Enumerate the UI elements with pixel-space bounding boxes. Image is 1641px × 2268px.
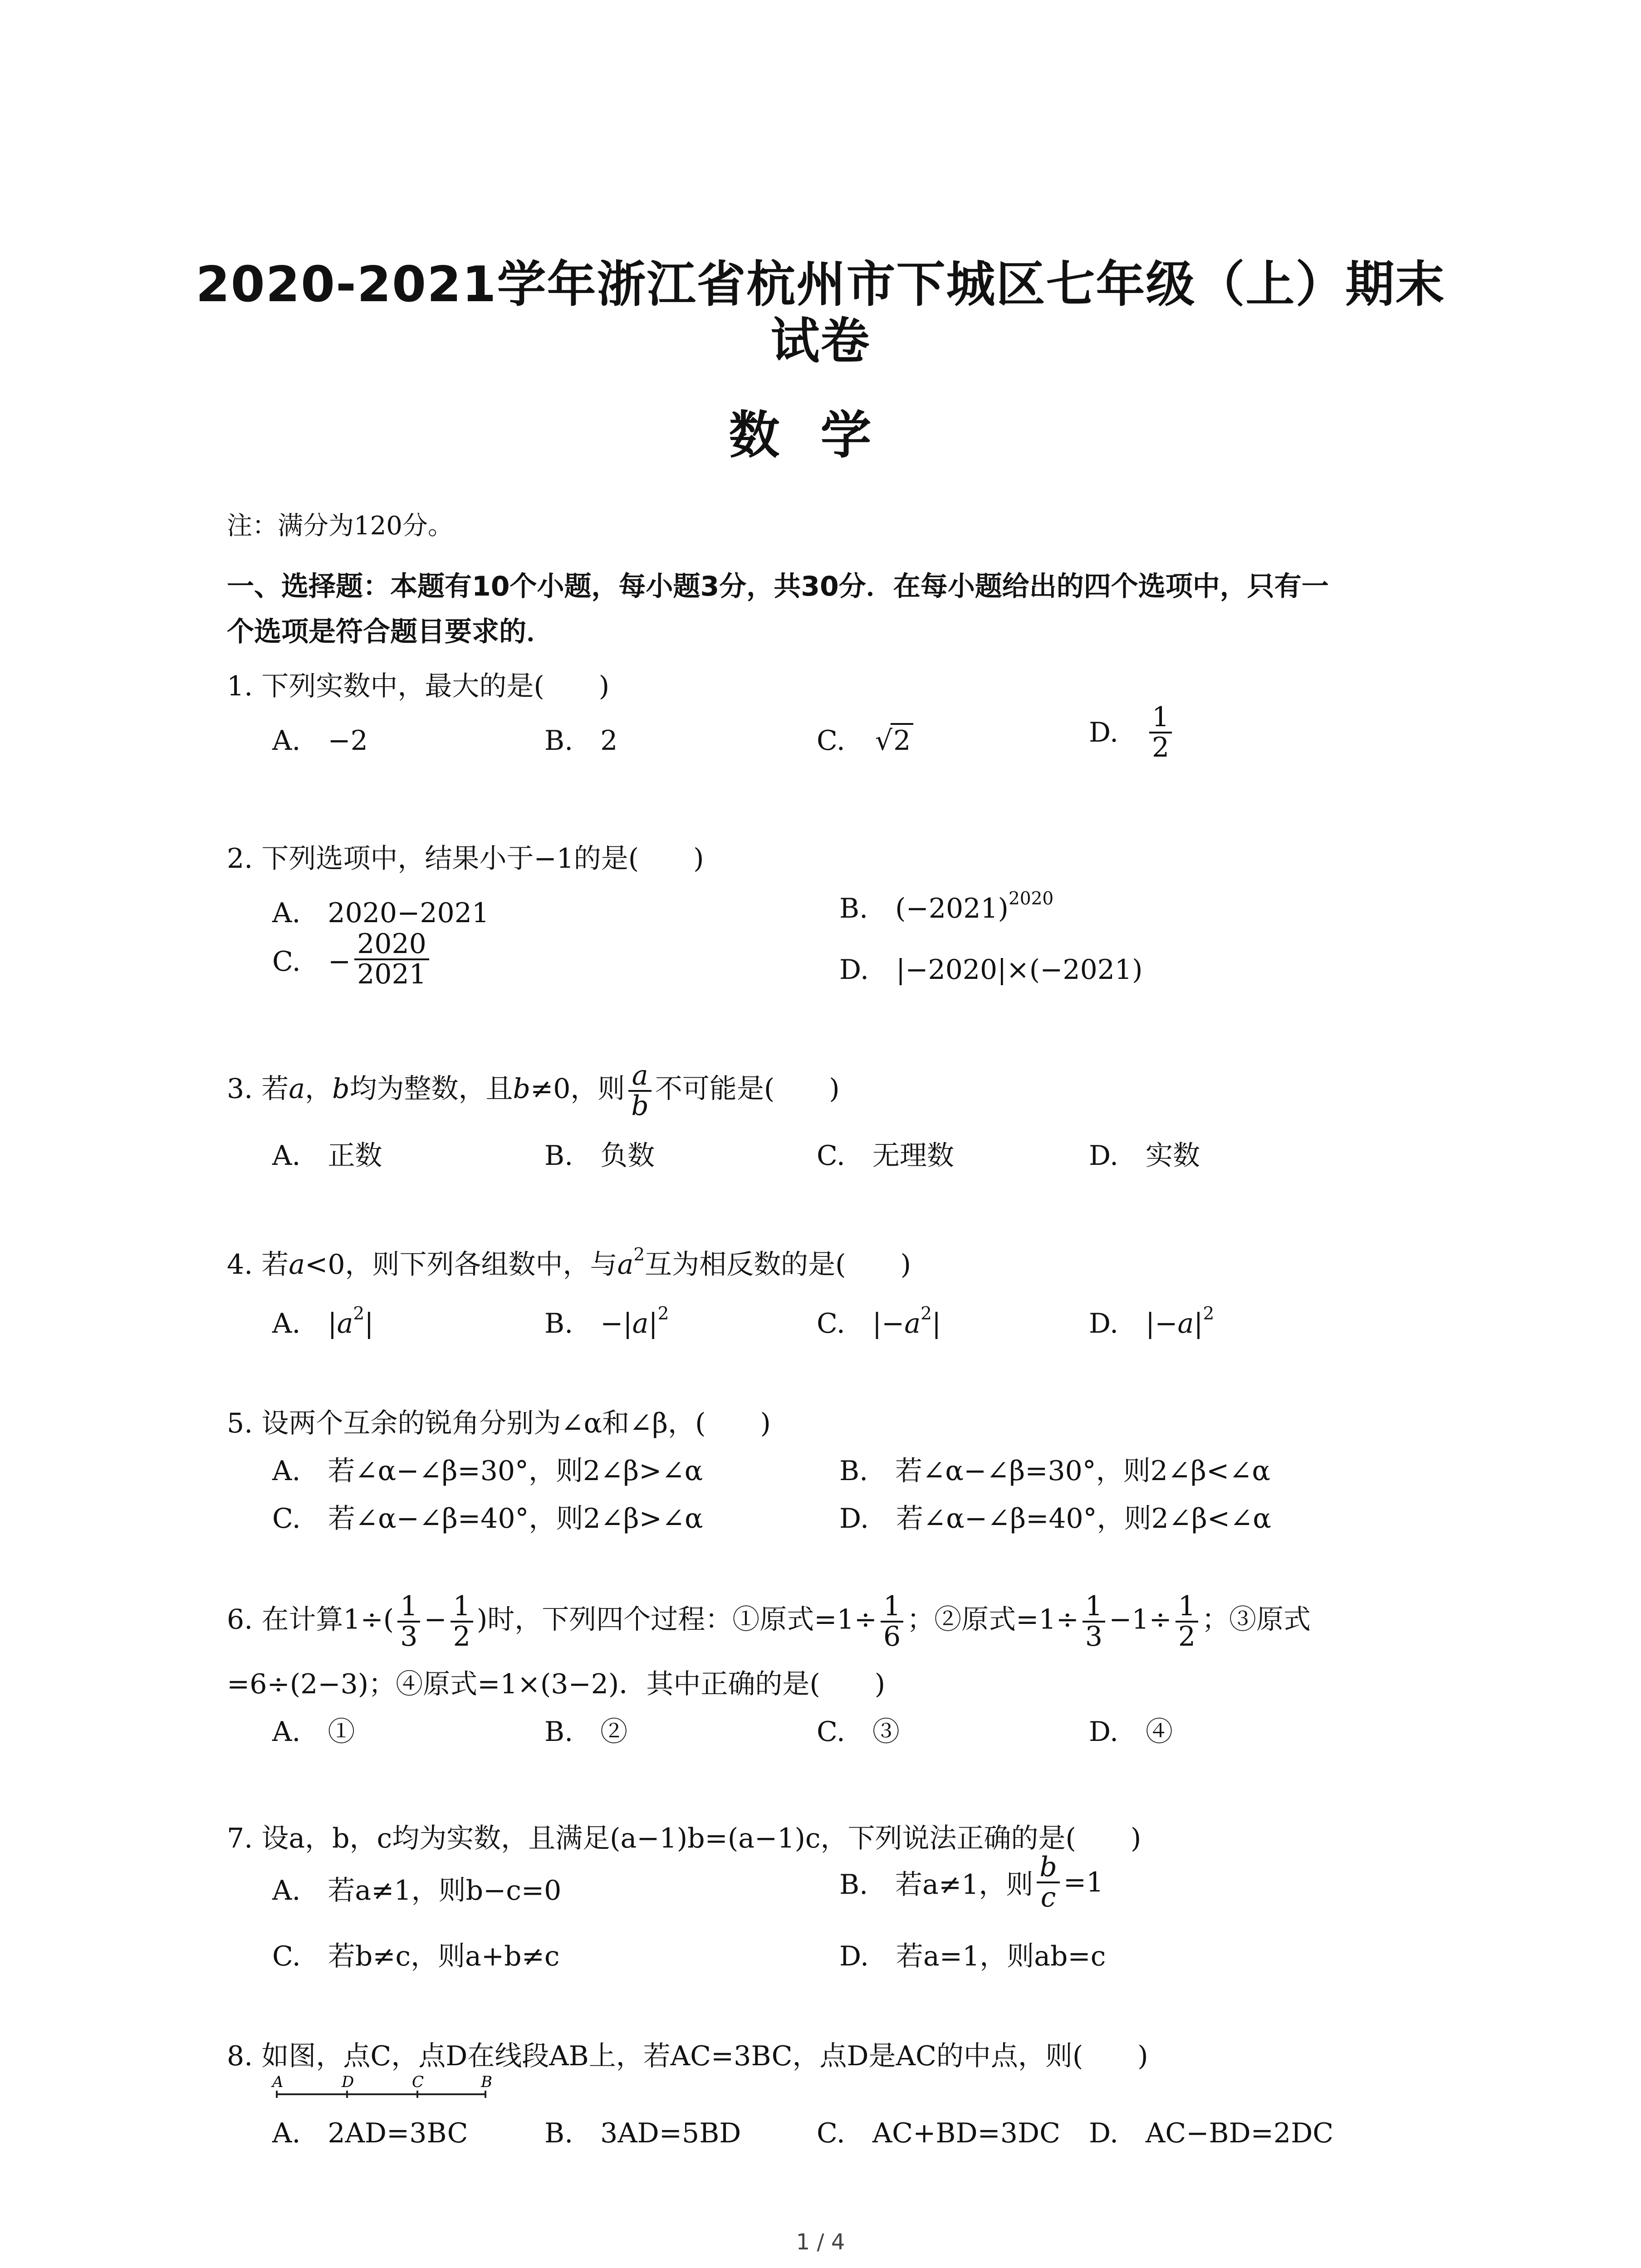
question-2-option-c: C. − $\frac{2020}{2021}$ — [272, 930, 433, 989]
fraction: $\frac{1}{3}$ — [1083, 1592, 1105, 1651]
question-4-option-d: D. $|-a|^2$ — [1089, 1303, 1215, 1339]
question-4-stem: 4. 若a<0，则下列各组数中，与$a^2$互为相反数的是( ) — [227, 1244, 911, 1281]
question-6-option-a: A. ① — [272, 1716, 355, 1748]
question-6-option-b: B. ② — [544, 1716, 628, 1748]
section-heading-line2: 个选项是符合题目要求的． — [227, 616, 554, 648]
question-7-stem: 7. 设a，b，c均为实数，且满足(a−1)b=(a−1)c，下列说法正确的是( ) — [227, 1823, 1141, 1854]
question-3-option-d: D. 实数 — [1089, 1140, 1200, 1172]
subject-title: 数学 — [729, 406, 912, 465]
question-5-stem: 5. 设两个互余的锐角分别为∠α和∠β，( ) — [227, 1408, 771, 1439]
question-7-option-d: D. 若a=1，则ab=c — [839, 1941, 1106, 1972]
point-label-c: C — [412, 2073, 424, 2091]
point-label-b: B — [481, 2073, 492, 2091]
question-7-option-b: B. 若a≠1，则 $\frac{b}{c}$ =1 — [839, 1851, 1104, 1913]
question-7-option-a: A. 若a≠1，则b−c=0 — [272, 1875, 562, 1906]
page-number: 1 / 4 — [796, 2229, 845, 2255]
question-1-option-b: B. 2 — [544, 725, 618, 757]
question-8-option-c: C. AC+BD=3DC — [817, 2117, 1061, 2149]
exam-title-line1: 2020-2021学年浙江省杭州市下城区七年级（上）期末 — [196, 256, 1445, 313]
point-label-a: A — [272, 2073, 284, 2091]
question-8-option-b: B. 3AD=5BD — [544, 2117, 741, 2149]
question-2-option-d: D. |−2020|×(−2021) — [839, 954, 1143, 986]
question-5-option-c: C. 若∠α−∠β=40°，则2∠β>∠α — [272, 1503, 703, 1535]
question-7-option-c: C. 若b≠c，则a+b≠c — [272, 1941, 560, 1972]
question-8-option-d: D. AC−BD=2DC — [1089, 2117, 1334, 2149]
question-1-option-c: C. √2 — [817, 719, 913, 758]
score-note: 注：满分为120分。 — [227, 511, 453, 541]
point-label-d: D — [342, 2073, 354, 2091]
question-6-stem-line1: 6. 在计算1÷( $\frac{1}{3}$ − $\frac{1}{2}$ )时，下列四个过程：①原式=1÷ $\frac{1}{6}$ ；②原式=1÷ $\frac{1}{3}$ −1÷ $\frac{1}{2}$ ；③原式 — [227, 1590, 1311, 1652]
question-3-option-a: A. 正数 — [272, 1140, 382, 1172]
question-3-option-b: B. 负数 — [544, 1140, 655, 1172]
question-8-option-a: A. 2AD=3BC — [272, 2117, 468, 2149]
fraction: $\frac{1}{2}$ — [1149, 703, 1172, 762]
fraction: $\frac{2020}{2021}$ — [354, 930, 429, 989]
question-6-option-c: C. ③ — [817, 1716, 900, 1748]
sqrt-symbol: √2 — [872, 725, 913, 757]
question-2-stem: 2. 下列选项中，结果小于−1的是( ) — [227, 843, 704, 875]
fraction: $\frac{1}{3}$ — [397, 1592, 420, 1651]
question-4-option-c: C. $|-a^2|$ — [817, 1303, 941, 1339]
fraction: $\frac{a}{b}$ — [628, 1061, 651, 1120]
fraction: $\frac{b}{c}$ — [1037, 1853, 1059, 1912]
question-5-option-a: A. 若∠α−∠β=30°，则2∠β>∠α — [272, 1455, 703, 1487]
question-3-option-c: C. 无理数 — [817, 1140, 954, 1172]
exam-title-line2: 试卷 — [770, 313, 871, 370]
section-heading-line1: 一、选择题：本题有10个小题，每小题3分，共30分．在每小题给出的四个选项中，只有一 — [227, 571, 1329, 602]
question-6-stem-line2: =6÷(2−3)；④原式=1×(3−2)．其中正确的是( ) — [227, 1668, 886, 1700]
question-5-option-d: D. 若∠α−∠β=40°，则2∠β<∠α — [839, 1503, 1271, 1535]
fraction: $\frac{1}{2}$ — [451, 1592, 473, 1651]
segment-figure — [268, 2071, 504, 2107]
question-4-option-b: B. $-|a|^2$ — [544, 1303, 669, 1339]
question-2-option-b: B. $(-2021)^{2020}$ — [839, 888, 1054, 924]
fraction: $\frac{1}{6}$ — [881, 1592, 903, 1651]
question-1-option-a: A. −2 — [272, 725, 368, 757]
question-1-option-d: D. $\frac{1}{2}$ — [1089, 703, 1176, 762]
question-3-stem: 3. 若a，b均为整数，且b≠0，则 $\frac{a}{b}$ 不可能是( ) — [227, 1060, 840, 1122]
question-1-stem: 1. 下列实数中，最大的是( ) — [227, 670, 610, 702]
question-5-option-b: B. 若∠α−∠β=30°，则2∠β<∠α — [839, 1455, 1271, 1487]
question-4-option-a: A. $|a^2|$ — [272, 1303, 374, 1339]
fraction: $\frac{1}{2}$ — [1176, 1592, 1198, 1651]
question-8-stem: 8. 如图，点C，点D在线段AB上，若AC=3BC，点D是AC的中点，则( ) — [227, 2040, 1148, 2072]
question-6-option-d: D. ④ — [1089, 1716, 1173, 1748]
question-2-option-a: A. 2020−2021 — [272, 897, 490, 929]
